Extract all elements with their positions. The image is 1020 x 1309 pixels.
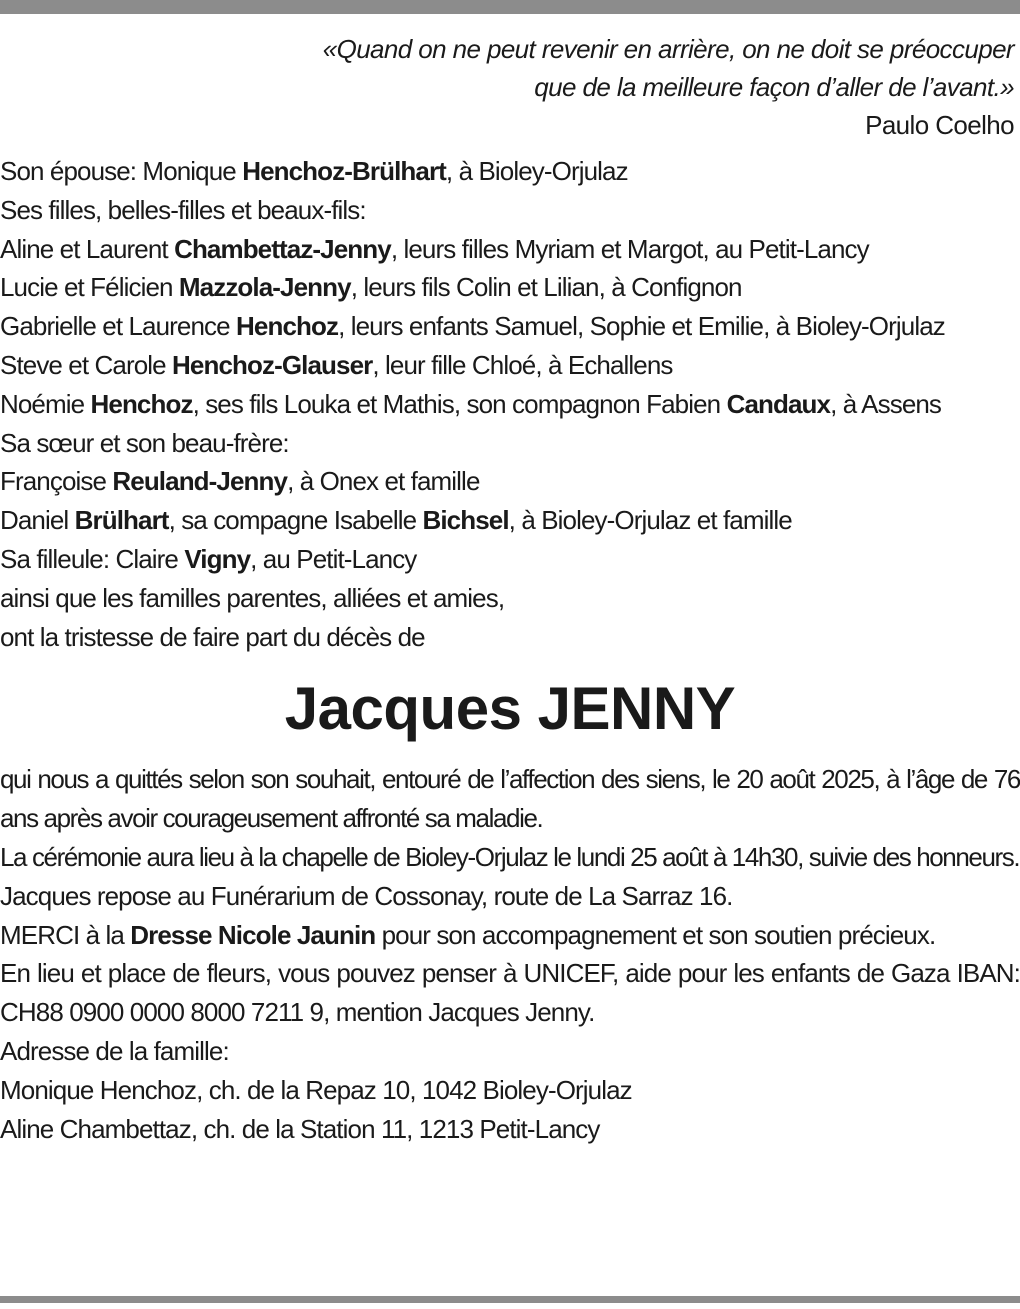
text: Aline et Laurent xyxy=(0,233,175,264)
text: MERCI à la xyxy=(0,919,131,950)
details-passing: qui nous a quittés selon son souhait, entouré de l’affection des siens, le 20 août 2025, à l’âge de 76 ans après avoir courageusement affronté sa maladie. xyxy=(0,764,1020,834)
details-section xyxy=(0,760,1020,1148)
details-address-1: Monique Henchoz, ch. de la Repaz 10, 1042 Bioley-Orjulaz xyxy=(0,1074,632,1105)
text: Daniel xyxy=(0,505,75,536)
surname: Candaux xyxy=(726,388,831,419)
family-line-heading-daughters: Ses filles, belles-filles et beaux-fils: xyxy=(0,194,366,225)
text: pour son accompagnement et son soutien précieux. xyxy=(375,919,936,950)
surname: Chambettaz-Jenny xyxy=(174,233,391,264)
text: , au Petit-Lancy xyxy=(250,543,417,574)
text: , ses fils Louka et Mathis, son compagnon Fabien xyxy=(192,388,727,419)
family-line-announcement: ont la tristesse de faire part du décès de xyxy=(0,621,425,652)
details-ceremony: La cérémonie aura lieu à la chapelle de Bioley-Orjulaz le lundi 25 août à 14h30, suivie des honneurs. xyxy=(0,841,1020,872)
text: , à Bioley-Orjulaz xyxy=(445,156,628,186)
quote-line-2: que de la meilleure façon d’aller de l’avant.» xyxy=(534,72,1014,102)
surname: Bichsel xyxy=(422,505,509,536)
doctor-name: Dresse Nicole Jaunin xyxy=(130,919,376,950)
text: , leurs fils Colin et Lilian, à Confignon xyxy=(350,272,742,303)
bottom-border-rule xyxy=(0,1296,1020,1303)
surname: Henchoz-Brülhart xyxy=(242,156,446,186)
surname: Reuland-Jenny xyxy=(112,466,288,497)
details-donation: En lieu et place de fleurs, vous pouvez penser à UNICEF, aide pour les enfants de Gaza IBAN: CH88 0900 0000 8000 7211 9, mention Jacques Jenny. xyxy=(0,958,1020,1028)
surname: Henchoz-Glauser xyxy=(172,349,373,380)
details-address-2: Aline Chambettaz, ch. de la Station 11, 1213 Petit-Lancy xyxy=(0,1113,600,1144)
text: Son épouse: Monique xyxy=(0,156,243,186)
text: Gabrielle et Laurence xyxy=(0,311,237,342)
family-line-relatives: ainsi que les familles parentes, alliées et amies, xyxy=(0,582,505,613)
family-line-chambettaz xyxy=(0,230,1020,269)
text: , à Assens xyxy=(830,388,942,419)
text: Lucie et Félicien xyxy=(0,272,179,303)
text: Françoise xyxy=(0,466,113,497)
text: Steve et Carole xyxy=(0,349,173,380)
family-line-steve xyxy=(0,346,1020,385)
quote-author: Paulo Coelho xyxy=(865,110,1014,140)
surname: Vigny xyxy=(184,543,251,574)
deceased-name: Jacques JENNY xyxy=(284,675,736,743)
text: , à Onex et famille xyxy=(287,466,480,497)
family-line-noemie xyxy=(0,385,1020,424)
surname: Henchoz xyxy=(90,388,193,419)
details-funerarium: Jacques repose au Funérarium de Cossonay, route de La Sarraz 16. xyxy=(0,880,733,911)
details-thanks xyxy=(0,916,1020,955)
top-border-rule xyxy=(0,0,1020,14)
family-line-francoise xyxy=(0,462,1020,501)
text: , sa compagne Isabelle xyxy=(168,505,423,536)
text: , leur fille Chloé, à Echallens xyxy=(372,349,673,380)
family-line-spouse xyxy=(0,152,1020,191)
family-line-daniel xyxy=(0,501,1020,540)
quote-line-1: «Quand on ne peut revenir en arrière, on ne doit se préoccuper xyxy=(322,34,1014,64)
surname: Henchoz xyxy=(236,311,339,342)
text: , à Bioley-Orjulaz et famille xyxy=(508,505,792,536)
text: , leurs filles Myriam et Margot, au Petit-Lancy xyxy=(390,233,869,264)
obituary-notice xyxy=(0,30,1020,1148)
family-line-heading-sister: Sa sœur et son beau-frère: xyxy=(0,427,289,458)
family-list xyxy=(0,152,1020,656)
text: Sa filleule: Claire xyxy=(0,543,185,574)
surname: Brülhart xyxy=(74,505,169,536)
family-line-gabrielle xyxy=(0,307,1020,346)
epigraph xyxy=(0,30,1020,144)
family-line-goddaughter xyxy=(0,540,1020,579)
text: Noémie xyxy=(0,388,91,419)
text: , leurs enfants Samuel, Sophie et Emilie, à Bioley-Orjulaz xyxy=(338,311,945,342)
surname: Mazzola-Jenny xyxy=(178,272,351,303)
family-line-mazzola xyxy=(0,268,1020,307)
details-address-heading: Adresse de la famille: xyxy=(0,1035,229,1066)
